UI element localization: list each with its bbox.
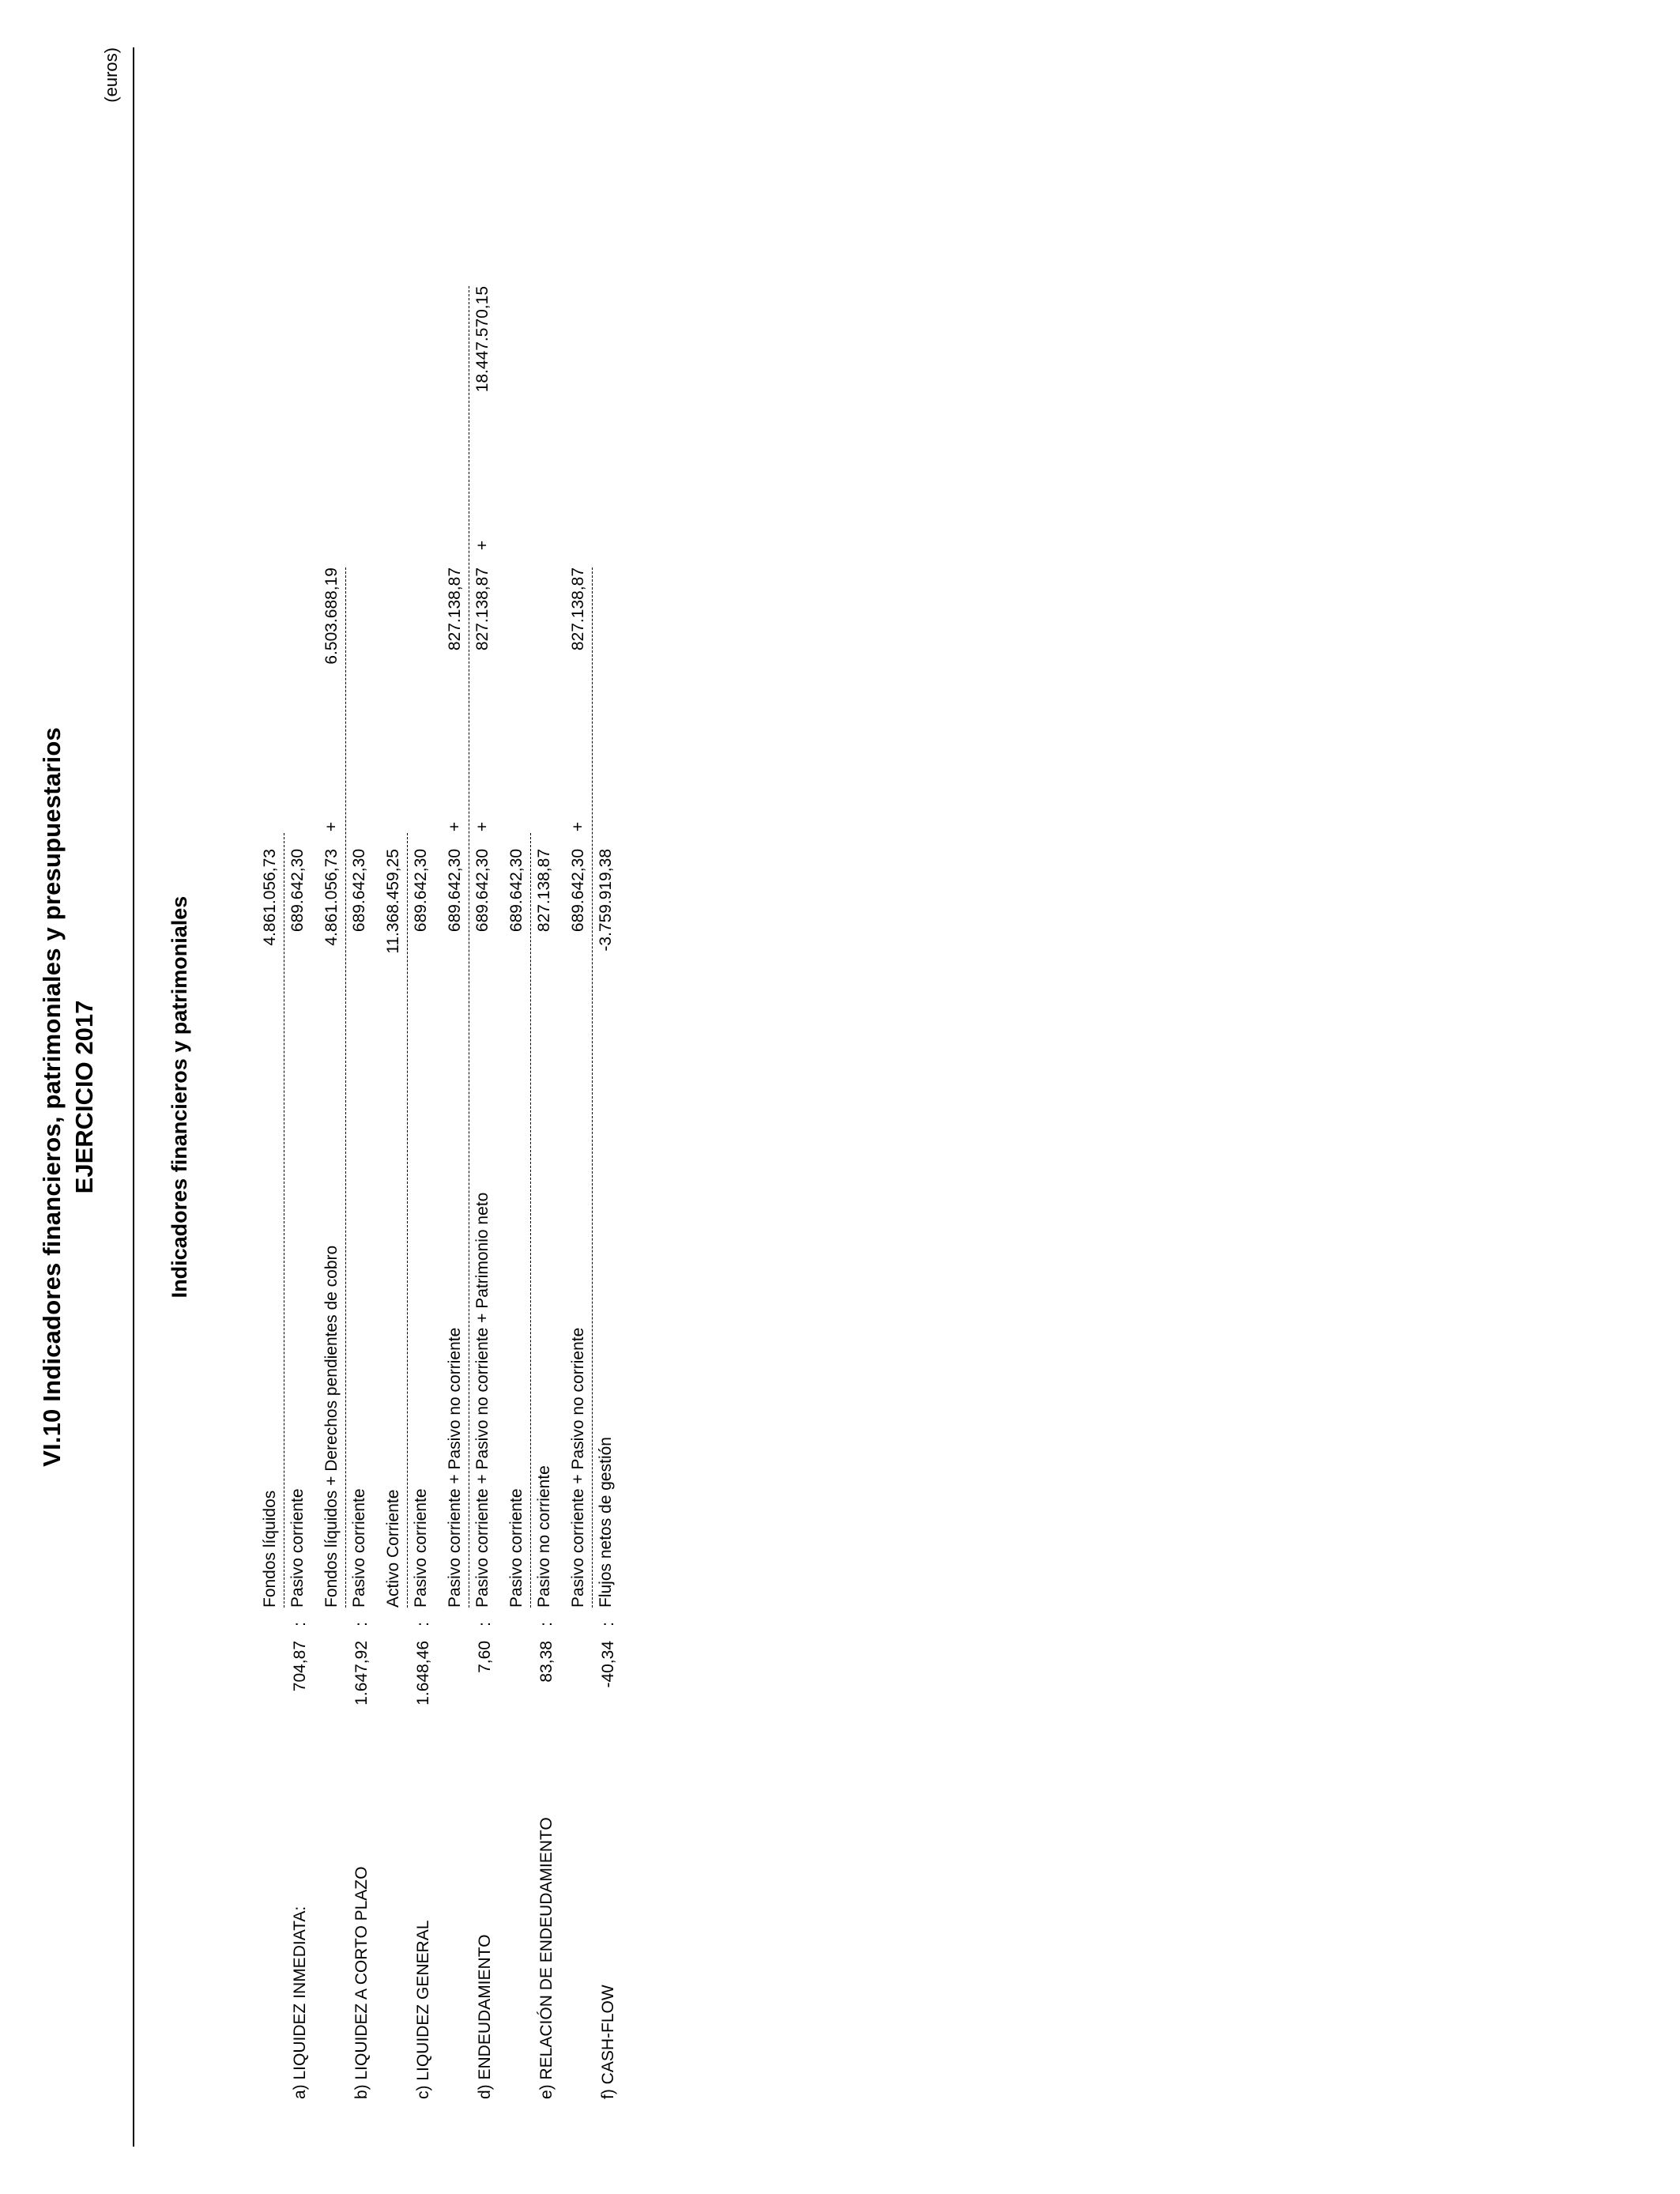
indicator-colon: :	[291, 1622, 309, 1627]
numerator-text: Activo Corriente	[384, 1489, 402, 1608]
indicator-row	[261, 0, 310, 2194]
formula-denominator	[284, 833, 307, 1608]
formula-numerator	[322, 567, 345, 1608]
indicator-row	[384, 0, 433, 2194]
indicator-row	[322, 0, 371, 2194]
denominator-operator-2: +	[473, 540, 492, 551]
indicator-value: 7,60	[476, 1641, 494, 1673]
indicator-colon: :	[599, 1622, 617, 1627]
indicator-value: 704,87	[291, 1641, 309, 1692]
numerator-operator: +	[569, 821, 587, 832]
numerator-amount: 11.368.459,25	[384, 849, 402, 954]
indicator-row	[507, 0, 556, 2194]
numerator-text: Pasivo corriente + Pasivo no corriente	[569, 1327, 587, 1608]
denominator-text: Pasivo corriente	[288, 1488, 307, 1608]
numerator-amount: 4.861.056,73	[322, 849, 341, 946]
denominator-amount: 689.642,30	[412, 849, 430, 933]
denominator-amount: 689.642,30	[473, 849, 492, 933]
numerator-amount-2: 6.503.688,19	[322, 567, 341, 665]
numerator-text: Fondos líquidos + Derechos pendientes de cobro	[322, 1245, 341, 1608]
document-header	[36, 0, 101, 2194]
indicator-formula	[384, 833, 431, 1608]
formula-numerator	[446, 286, 469, 1608]
indicator-row	[446, 0, 495, 2194]
indicator-value: 83,38	[537, 1641, 556, 1683]
indicator-list	[261, 0, 631, 2194]
indicator-formula	[569, 567, 616, 1608]
indicator-formula	[261, 833, 307, 1608]
numerator-operator: +	[322, 821, 341, 832]
denominator-amount-2: 827.138,87	[473, 567, 492, 651]
indicator-label: a) LIQUIDEZ INMEDIATA:	[291, 1906, 309, 2099]
indicator-value: 1.647,92	[352, 1641, 371, 1706]
formula-numerator	[384, 833, 407, 1608]
numerator-text: Pasivo corriente	[507, 1488, 525, 1608]
denominator-amount-3: 18.447.570,15	[473, 286, 492, 393]
indicator-formula	[322, 567, 369, 1608]
denominator-amount: -3.759.919,38	[597, 849, 615, 952]
numerator-amount: 689.642,30	[446, 849, 464, 933]
denominator-text: Pasivo corriente	[412, 1488, 430, 1608]
numerator-text: Fondos líquidos	[261, 1490, 279, 1608]
formula-denominator	[346, 567, 369, 1608]
numerator-operator: +	[446, 821, 464, 832]
indicator-colon: :	[537, 1622, 556, 1627]
denominator-text: Pasivo no corriente	[535, 1465, 553, 1608]
formula-numerator	[507, 833, 530, 1608]
numerator-text: Pasivo corriente + Pasivo no corriente	[446, 1327, 464, 1608]
denominator-text: Flujos netos de gestión	[597, 1437, 615, 1608]
denominator-amount: 827.138,87	[535, 849, 553, 933]
indicator-label: c) LIQUIDEZ GENERAL	[414, 1920, 432, 2099]
indicator-colon: :	[352, 1622, 371, 1627]
denominator-text: Pasivo corriente	[350, 1488, 368, 1608]
indicator-formula	[507, 833, 554, 1608]
indicator-label: d) ENDEUDAMIENTO	[476, 1934, 494, 2099]
numerator-amount-2: 827.138,87	[446, 567, 464, 651]
numerator-amount: 4.861.056,73	[261, 849, 279, 946]
formula-denominator	[469, 286, 492, 1608]
formula-numerator	[261, 833, 284, 1608]
formula-denominator	[408, 833, 431, 1608]
units-note: (euros)	[101, 47, 121, 103]
indicator-label: f) CASH-FLOW	[599, 1985, 617, 2099]
page-subtitle: EJERCICIO 2017	[70, 1000, 98, 1194]
denominator-amount: 689.642,30	[350, 849, 368, 933]
section-title: Indicadores financieros y patrimoniales	[168, 895, 191, 1299]
indicator-formula	[446, 286, 492, 1608]
numerator-amount: 689.642,30	[507, 849, 525, 933]
numerator-amount-2: 827.138,87	[569, 567, 587, 651]
indicator-colon: :	[476, 1622, 494, 1627]
indicator-value: -40,34	[599, 1641, 617, 1688]
indicator-value: 1.648,46	[414, 1641, 432, 1706]
header-divider	[133, 47, 134, 2147]
denominator-text: Pasivo corriente + Pasivo no corriente + Patrimonio neto	[473, 1192, 492, 1608]
formula-numerator	[569, 567, 592, 1608]
denominator-amount: 689.642,30	[288, 849, 307, 933]
indicator-row	[569, 0, 618, 2194]
page-title: VI.10 Indicadores financieros, patrimoniales y presupuestarios	[38, 727, 66, 1467]
indicator-label: b) LIQUIDEZ A CORTO PLAZO	[352, 1866, 371, 2099]
numerator-amount: 689.642,30	[569, 849, 587, 933]
indicator-label: e) RELACIÓN DE ENDEUDAMIENTO	[537, 1817, 556, 2099]
indicator-colon: :	[414, 1622, 432, 1627]
denominator-operator: +	[473, 821, 492, 832]
formula-denominator	[593, 567, 616, 1608]
formula-denominator	[531, 833, 554, 1608]
